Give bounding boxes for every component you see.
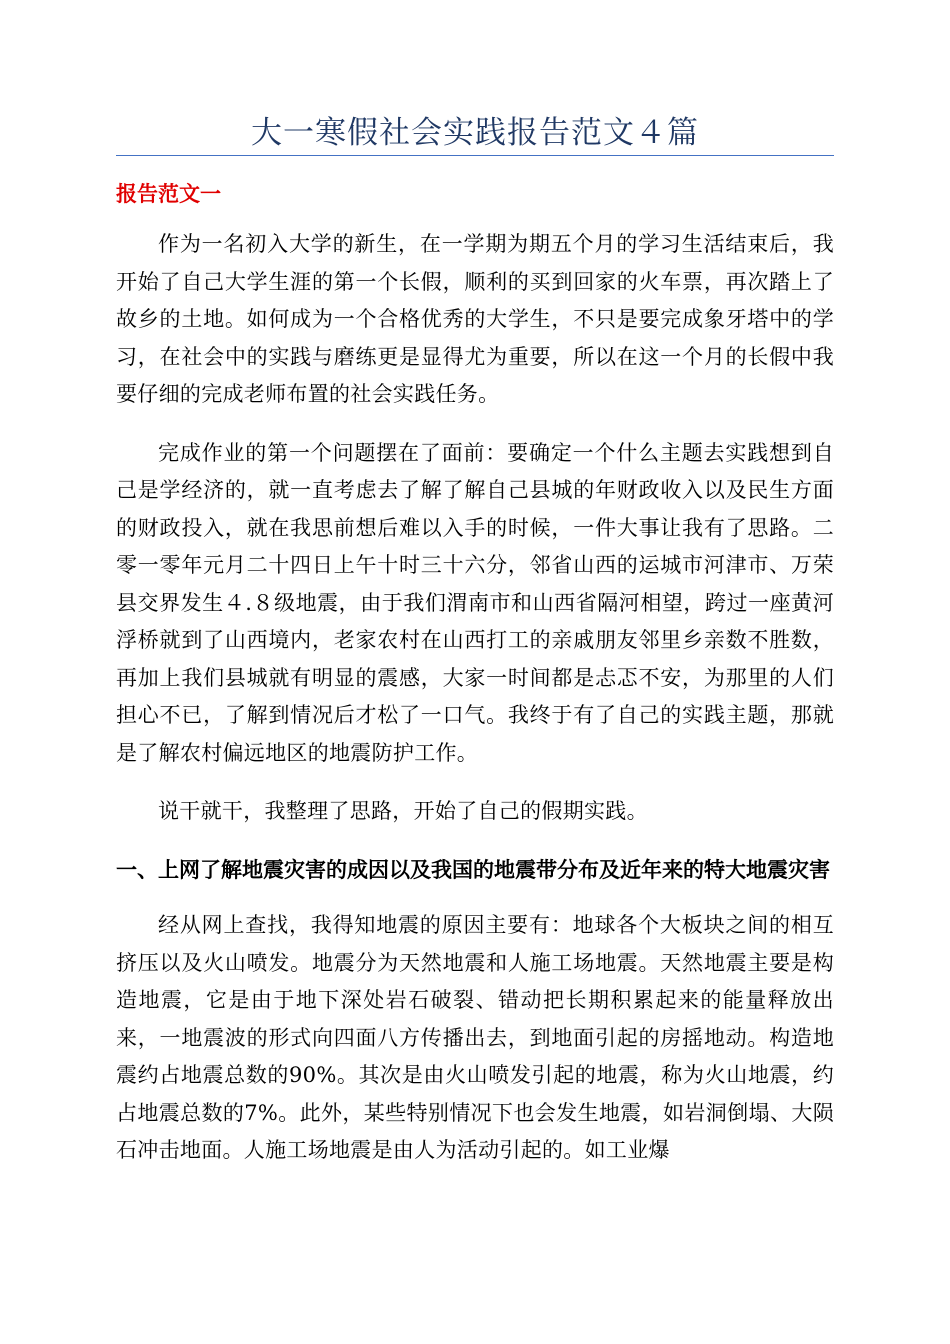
paragraph-1: 作为一名初入大学的新生，在一学期为期五个月的学习生活结束后，我开始了自己大学生涯的第一个长假，顺利的买到回家的火车票，再次踏上了故乡的土地。如何成为一个合格优秀的大学生，不只是要完成象牙塔中的学习，在社会中的实践与磨练更是显得尤为重要，所以在这一个月的长假中我要仔细的完成老师布置的社会实践任务。 — [116, 232, 834, 406]
document-body — [116, 176, 834, 1191]
paragraph-2: 完成作业的第一个问题摆在了面前：要确定一个什么主题去实践想到自己是学经济的，就一直考虑去了解了解自己县城的年财政收入以及民生方面的财政投入，就在我思前想后难以入手的时候，一件大事让我有了思路。二零一零年元月二十四日上午十时三十六分，邻省山西的运城市河津市、万荣县交界发生４.８级地震，由于我们渭南市和山西省隔河相望，跨过一座黄河浮桥就到了山西境内，老家农村在山西打工的亲戚朋友邻里乡亲数不胜数，再加上我们县城就有明显的震感，大家一时间都是忐忑不安，为那里的人们担心不已，了解到情况后才松了一口气。我终于有了自己的实践主题，那就是了解农村偏远地区的地震防护工作。 — [116, 440, 834, 765]
paragraph-3: 说干就干，我整理了思路，开始了自己的假期实践。 — [158, 799, 648, 823]
section-heading: 报告范文一 — [116, 182, 221, 206]
subheading: 一、上网了解地震灾害的成因以及我国的地震带分布及近年来的特大地震灾害 — [116, 857, 830, 882]
title-underline — [116, 155, 834, 156]
paragraph-4: 经从网上查找，我得知地震的原因主要有：地球各个大板块之间的相互挤压以及火山喷发。地震分为天然地震和人施工场地震。天然地震主要是构造地震，它是由于地下深处岩石破裂、错动把长期积累起来的能量释放出来，一地震波的形式向四面八方传播出去，到地面引起的房摇地动。构造地震约占地震总数的90%。其次是由火山喷发引起的地震，称为火山地震，约占地震总数的7%。此外，某些特别情况下也会发生地震，如岩洞倒塌、大陨石冲击地面。人施工场地震是由人为活动引起的。如工业爆 — [116, 913, 834, 1162]
document-title: 大一寒假社会实践报告范文４篇 — [251, 115, 699, 151]
